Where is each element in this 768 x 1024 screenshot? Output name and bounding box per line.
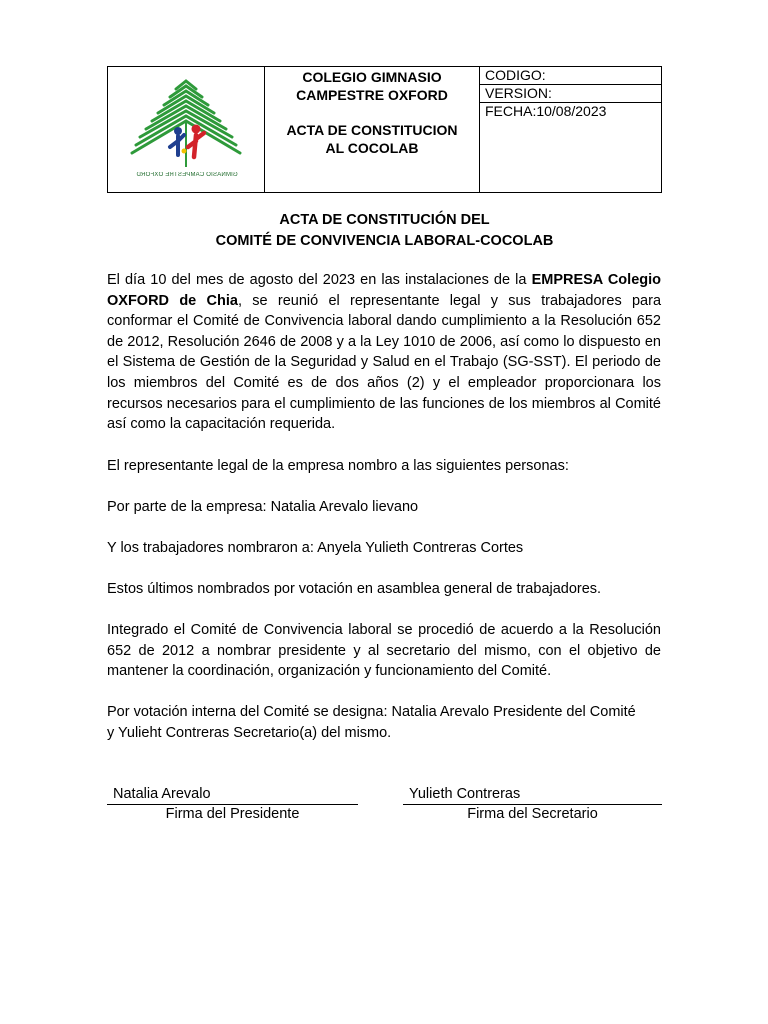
fecha-field: FECHA:10/08/2023 <box>485 103 607 119</box>
president-signature-line <box>107 804 358 805</box>
paragraph-meeting-start: El día 10 del mes de agosto del 2023 en las instalaciones de la <box>107 272 532 288</box>
document-header-table <box>107 66 662 193</box>
company-name: EMPRESA Colegio OXFORD de Chia <box>107 272 661 309</box>
secretary-signature-line <box>403 804 662 805</box>
tree-logo-icon <box>124 75 248 171</box>
logo-cell <box>108 67 265 193</box>
paragraph-integration: Integrado el Comité de Convivencia laboral se procedió de acuerdo a la Resolución 652 de 2012 a nombrar presidente y al secretario del mismo, con el objetivo de mantener la coordinación, organización y funcionamiento del Comité. <box>107 622 661 680</box>
paragraph-company-rep: Por parte de la empresa: Natalia Arevalo lievano <box>107 499 419 515</box>
president-signature <box>107 786 358 822</box>
institution-name-line2: CAMPESTRE OXFORD <box>296 87 448 103</box>
codigo-field: CODIGO: <box>480 67 661 85</box>
document-title <box>107 210 662 252</box>
paragraph-designation <box>107 702 661 743</box>
secretary-name: Yulieth Contreras <box>409 786 521 802</box>
meta-cell <box>480 67 662 193</box>
paragraph-appointment: El representante legal de la empresa nombro a las siguientes personas: <box>107 458 569 474</box>
president-signature-label: Firma del Presidente <box>165 806 300 822</box>
secretary-signature-label: Firma del Secretario <box>467 806 598 822</box>
paragraph-election: Estos últimos nombrados por votación en asamblea general de trabajadores. <box>107 581 602 597</box>
institution-name-line1: COLEGIO GIMNASIO <box>302 69 442 85</box>
secretary-signature <box>403 786 662 822</box>
header-title-cell <box>265 67 480 193</box>
school-logo <box>108 67 264 192</box>
doc-type-line1: ACTA DE CONSTITUCION <box>286 122 458 138</box>
doc-type-line2: AL COCOLAB <box>325 140 419 156</box>
president-name: Natalia Arevalo <box>113 786 211 802</box>
document-title-line1: ACTA DE CONSTITUCIÓN DEL <box>279 212 490 228</box>
paragraph-designation-line2: y Yulieht Contreras Secretario(a) del mismo. <box>107 724 392 741</box>
paragraph-meeting <box>107 270 661 435</box>
paragraph-designation-line1: Por votación interna del Comité se designa: Natalia Arevalo Presidente del Comité <box>107 704 636 720</box>
logo-caption: GIMNASIO CAMPESTRE OXFORD <box>136 172 238 178</box>
paragraph-worker-rep: Y los trabajadores nombraron a: Anyela Yulieth Contreras Cortes <box>107 540 524 556</box>
document-title-line2: COMITÉ DE CONVIVENCIA LABORAL-COCOLAB <box>215 233 554 249</box>
version-field: VERSION: <box>480 85 661 103</box>
paragraph-meeting-rest: , se reunió el representante legal y sus trabajadores para conformar el Comité de Convivencia laboral dando cumplimiento a la Resolución 652 de 2012, Resolución 2646 de 2008 y a la Ley 1010 de 2006, así como lo dispuesto en el Sistema de Gestión de la Seguridad y Salud en el Trabajo (SG-SST). El periodo de los miembros del Comité es de dos años (2) y el empleador proporcionara los recursos necesarios para el cumplimiento de las funciones de los miembros al Comité así como la capacitación requerida. <box>107 292 662 433</box>
